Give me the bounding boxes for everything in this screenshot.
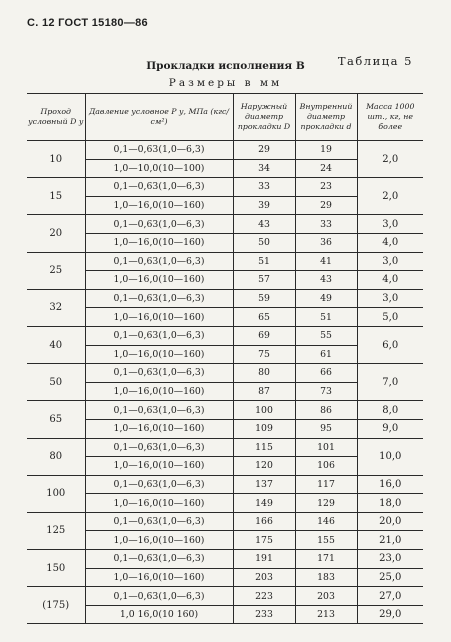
cell-pressure: 0,1—0,63(1,0—6,3) bbox=[85, 141, 233, 160]
table-title: Прокладки исполнения В bbox=[146, 60, 305, 72]
cell-pressure: 1,0—16,0(10—160) bbox=[85, 308, 233, 327]
cell-inner-diameter: 43 bbox=[295, 271, 357, 290]
cell-pressure: 0,1—0,63(1,0—6,3) bbox=[85, 178, 233, 197]
cell-inner-diameter: 146 bbox=[295, 512, 357, 531]
cell-pressure: 1,0—10,0(10—100) bbox=[85, 159, 233, 178]
cell-outer-diameter: 34 bbox=[233, 159, 295, 178]
table-row bbox=[27, 233, 423, 252]
cell-pressure: 0,1—0,63(1,0—6,3) bbox=[85, 252, 233, 271]
cell-mass: 3,0 bbox=[357, 215, 423, 234]
col-header-dn: Проход условный D у bbox=[27, 94, 85, 141]
table-row bbox=[27, 308, 423, 327]
cell-inner-diameter: 49 bbox=[295, 289, 357, 308]
cell-mass: 2,0 bbox=[357, 178, 423, 215]
cell-inner-diameter: 19 bbox=[295, 141, 357, 160]
table-row bbox=[27, 252, 423, 271]
cell-inner-diameter: 23 bbox=[295, 178, 357, 197]
cell-inner-diameter: 29 bbox=[295, 196, 357, 215]
cell-mass: 29,0 bbox=[357, 605, 423, 624]
cell-pressure: 1,0—16,0(10—160) bbox=[85, 531, 233, 550]
cell-pressure: 0,1—0,63(1,0—6,3) bbox=[85, 289, 233, 308]
col-header-outer-diameter: Наружный диаметр прокладки D bbox=[233, 94, 295, 141]
table-row bbox=[27, 531, 423, 550]
table-row bbox=[27, 215, 423, 234]
cell-outer-diameter: 80 bbox=[233, 364, 295, 383]
cell-nominal-diameter: 80 bbox=[27, 438, 85, 475]
cell-outer-diameter: 51 bbox=[233, 252, 295, 271]
cell-pressure: 1,0—16,0(10—160) bbox=[85, 494, 233, 513]
cell-mass: 4,0 bbox=[357, 271, 423, 290]
cell-inner-diameter: 129 bbox=[295, 494, 357, 513]
cell-pressure: 0,1—0,63(1,0—6,3) bbox=[85, 401, 233, 420]
table-body bbox=[27, 141, 423, 624]
table-row bbox=[27, 364, 423, 383]
cell-inner-diameter: 95 bbox=[295, 419, 357, 438]
cell-pressure: 0,1—0,63(1,0—6,3) bbox=[85, 438, 233, 457]
cell-outer-diameter: 137 bbox=[233, 475, 295, 494]
page-header: С. 12 ГОСТ 15180—86 bbox=[27, 17, 148, 29]
cell-nominal-diameter: 25 bbox=[27, 252, 85, 289]
cell-outer-diameter: 29 bbox=[233, 141, 295, 160]
cell-pressure: 0,1—0,63(1,0—6,3) bbox=[85, 364, 233, 383]
cell-pressure: 0,1—0,63(1,0—6,3) bbox=[85, 215, 233, 234]
cell-inner-diameter: 41 bbox=[295, 252, 357, 271]
cell-inner-diameter: 24 bbox=[295, 159, 357, 178]
cell-pressure: 1,0 16,0(10 160) bbox=[85, 605, 233, 624]
cell-pressure: 0,1—0,63(1,0—6,3) bbox=[85, 475, 233, 494]
cell-outer-diameter: 65 bbox=[233, 308, 295, 327]
table-header-row bbox=[27, 94, 423, 141]
cell-outer-diameter: 75 bbox=[233, 345, 295, 364]
table-row bbox=[27, 550, 423, 569]
cell-mass: 23,0 bbox=[357, 550, 423, 569]
cell-pressure: 0,1—0,63(1,0—6,3) bbox=[85, 512, 233, 531]
cell-inner-diameter: 171 bbox=[295, 550, 357, 569]
cell-inner-diameter: 73 bbox=[295, 382, 357, 401]
cell-nominal-diameter: 10 bbox=[27, 141, 85, 178]
table-number: Таблица 5 bbox=[337, 54, 413, 68]
cell-pressure: 1,0—16,0(10—160) bbox=[85, 345, 233, 364]
cell-pressure: 1,0—16,0(10—160) bbox=[85, 271, 233, 290]
cell-nominal-diameter: (175) bbox=[27, 587, 85, 624]
cell-pressure: 1,0—16,0(10—160) bbox=[85, 568, 233, 587]
cell-inner-diameter: 101 bbox=[295, 438, 357, 457]
cell-mass: 4,0 bbox=[357, 233, 423, 252]
table-row bbox=[27, 271, 423, 290]
table-row bbox=[27, 475, 423, 494]
cell-nominal-diameter: 100 bbox=[27, 475, 85, 512]
cell-mass: 25,0 bbox=[357, 568, 423, 587]
cell-outer-diameter: 33 bbox=[233, 178, 295, 197]
gasket-dimensions-table bbox=[27, 93, 423, 624]
cell-inner-diameter: 66 bbox=[295, 364, 357, 383]
table-row bbox=[27, 178, 423, 197]
cell-nominal-diameter: 150 bbox=[27, 550, 85, 587]
cell-mass: 3,0 bbox=[357, 252, 423, 271]
cell-nominal-diameter: 125 bbox=[27, 512, 85, 549]
cell-inner-diameter: 203 bbox=[295, 587, 357, 606]
cell-mass: 21,0 bbox=[357, 531, 423, 550]
cell-mass: 27,0 bbox=[357, 587, 423, 606]
table-row bbox=[27, 326, 423, 345]
cell-mass: 5,0 bbox=[357, 308, 423, 327]
cell-inner-diameter: 183 bbox=[295, 568, 357, 587]
cell-outer-diameter: 175 bbox=[233, 531, 295, 550]
cell-mass: 2,0 bbox=[357, 141, 423, 178]
cell-outer-diameter: 87 bbox=[233, 382, 295, 401]
table-row bbox=[27, 419, 423, 438]
cell-pressure: 0,1—0,63(1,0—6,3) bbox=[85, 326, 233, 345]
cell-nominal-diameter: 20 bbox=[27, 215, 85, 252]
cell-mass: 16,0 bbox=[357, 475, 423, 494]
cell-outer-diameter: 233 bbox=[233, 605, 295, 624]
cell-outer-diameter: 203 bbox=[233, 568, 295, 587]
cell-nominal-diameter: 40 bbox=[27, 326, 85, 363]
cell-outer-diameter: 223 bbox=[233, 587, 295, 606]
cell-mass: 8,0 bbox=[357, 401, 423, 420]
cell-mass: 9,0 bbox=[357, 419, 423, 438]
cell-outer-diameter: 120 bbox=[233, 457, 295, 476]
col-header-pressure: Давление условное P у, МПа (кгс/см²) bbox=[85, 94, 233, 141]
cell-outer-diameter: 191 bbox=[233, 550, 295, 569]
cell-mass: 3,0 bbox=[357, 289, 423, 308]
cell-mass: 18,0 bbox=[357, 494, 423, 513]
table-row bbox=[27, 568, 423, 587]
table-row bbox=[27, 289, 423, 308]
cell-nominal-diameter: 32 bbox=[27, 289, 85, 326]
cell-outer-diameter: 50 bbox=[233, 233, 295, 252]
cell-outer-diameter: 166 bbox=[233, 512, 295, 531]
cell-pressure: 1,0—16,0(10—160) bbox=[85, 419, 233, 438]
cell-pressure: 1,0—16,0(10—160) bbox=[85, 196, 233, 215]
cell-nominal-diameter: 65 bbox=[27, 401, 85, 438]
cell-pressure: 1,0—16,0(10—160) bbox=[85, 382, 233, 401]
cell-inner-diameter: 33 bbox=[295, 215, 357, 234]
cell-mass: 6,0 bbox=[357, 326, 423, 363]
cell-pressure: 0,1—0,63(1,0—6,3) bbox=[85, 550, 233, 569]
col-header-inner-diameter: Внутренний диаметр прокладки d bbox=[295, 94, 357, 141]
cell-outer-diameter: 43 bbox=[233, 215, 295, 234]
col-header-mass: Масса 1000 шт., кг, не более bbox=[357, 94, 423, 141]
cell-inner-diameter: 117 bbox=[295, 475, 357, 494]
cell-mass: 10,0 bbox=[357, 438, 423, 475]
cell-mass: 20,0 bbox=[357, 512, 423, 531]
cell-pressure: 1,0—16,0(10—160) bbox=[85, 457, 233, 476]
cell-outer-diameter: 115 bbox=[233, 438, 295, 457]
cell-inner-diameter: 51 bbox=[295, 308, 357, 327]
cell-inner-diameter: 36 bbox=[295, 233, 357, 252]
cell-outer-diameter: 100 bbox=[233, 401, 295, 420]
table-subtitle: Размеры в мм bbox=[168, 77, 283, 89]
cell-outer-diameter: 59 bbox=[233, 289, 295, 308]
cell-pressure: 0,1—0,63(1,0—6,3) bbox=[85, 587, 233, 606]
table-row bbox=[27, 512, 423, 531]
table-row bbox=[27, 401, 423, 420]
cell-outer-diameter: 109 bbox=[233, 419, 295, 438]
table-row bbox=[27, 587, 423, 606]
table-row bbox=[27, 438, 423, 457]
cell-inner-diameter: 155 bbox=[295, 531, 357, 550]
cell-outer-diameter: 57 bbox=[233, 271, 295, 290]
cell-outer-diameter: 149 bbox=[233, 494, 295, 513]
cell-inner-diameter: 55 bbox=[295, 326, 357, 345]
cell-pressure: 1,0—16,0(10—160) bbox=[85, 233, 233, 252]
cell-inner-diameter: 61 bbox=[295, 345, 357, 364]
cell-mass: 7,0 bbox=[357, 364, 423, 401]
cell-inner-diameter: 86 bbox=[295, 401, 357, 420]
cell-nominal-diameter: 15 bbox=[27, 178, 85, 215]
cell-nominal-diameter: 50 bbox=[27, 364, 85, 401]
table-row bbox=[27, 605, 423, 624]
cell-inner-diameter: 106 bbox=[295, 457, 357, 476]
cell-inner-diameter: 213 bbox=[295, 605, 357, 624]
cell-outer-diameter: 39 bbox=[233, 196, 295, 215]
table-row bbox=[27, 494, 423, 513]
table-row bbox=[27, 141, 423, 160]
cell-outer-diameter: 69 bbox=[233, 326, 295, 345]
